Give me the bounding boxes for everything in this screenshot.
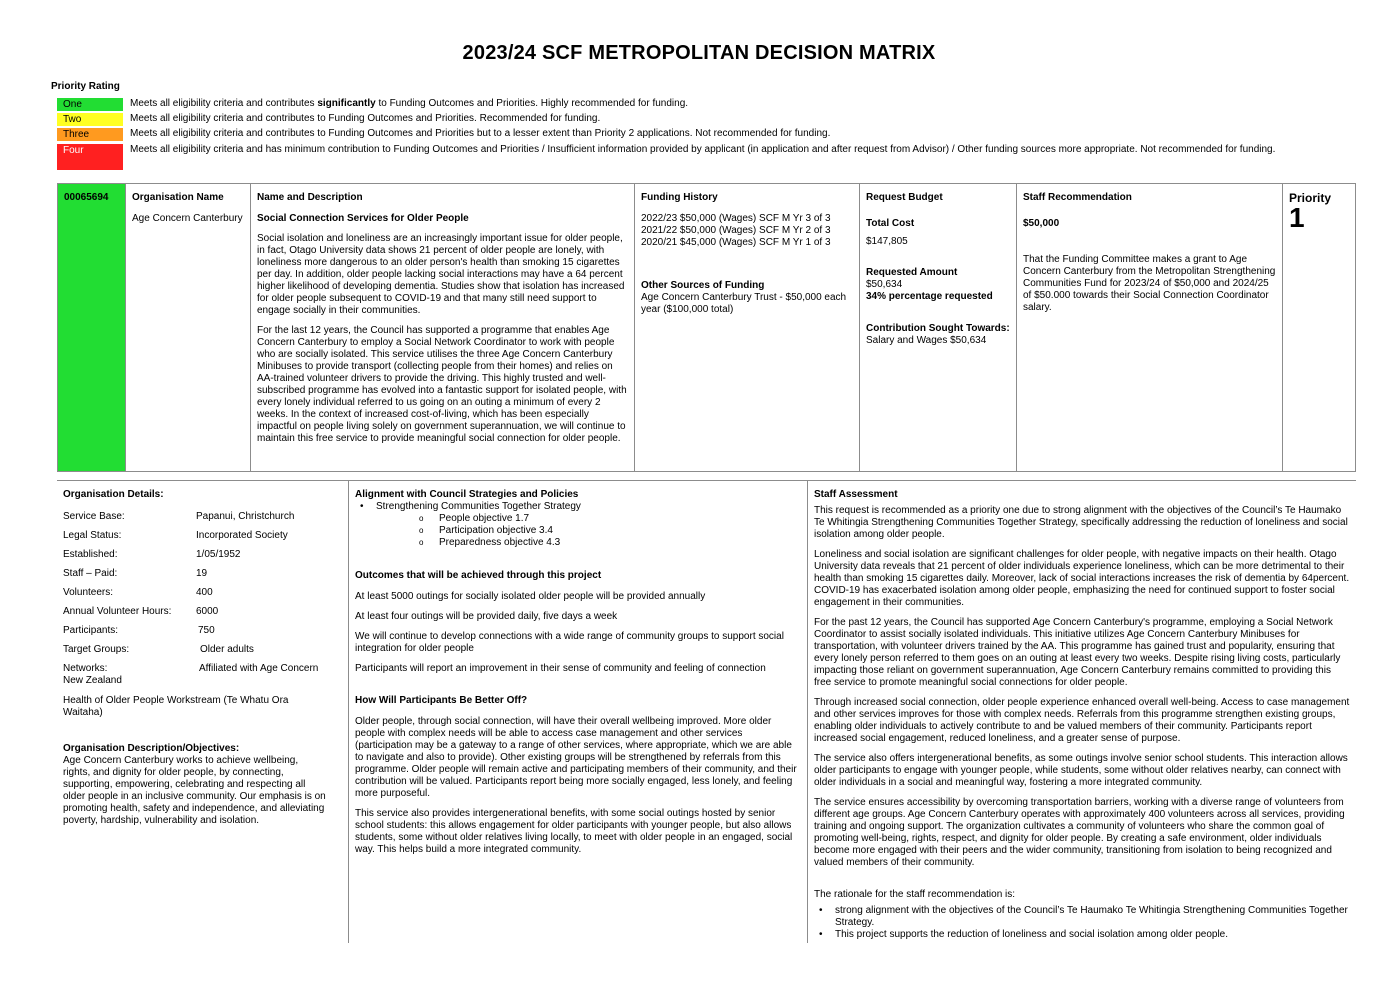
better-off-heading: How Will Participants Be Better Off? bbox=[355, 695, 528, 706]
rationale-item: • This project supports the reduction of loneliness and social isolation among older people. bbox=[835, 929, 1350, 941]
rationale-item: • strong alignment with the objectives of the Council’s Te Haumako Te Whitingia Strengthening Communities Together Strategy. bbox=[835, 905, 1350, 929]
assessment-paragraph: Loneliness and social isolation are significant challenges for older people, with negative impacts on their health. Otago University data reveals that 21 percent of older individuals experience loneliness, which can be more detrimental to their health than smoking 15 cigarettes daily. Moreover, lack of social interactions increases the risk of dementia by 64percent. COVID-19 has exacerbated isolation among older people, emphasizing the need for continued support to foster social engagement in their communities. bbox=[814, 549, 1350, 608]
request-budget-cell bbox=[859, 184, 1016, 471]
assessment-paragraph: The service also offers intergenerational benefits, as some outings involve senior school students. This interaction allows older participants to engage with younger people, while students, some without older relatives nearby, can connect with older individuals in a social and meaningful way, fostering a more integrated community. bbox=[814, 753, 1348, 788]
request-budget-header: Request Budget bbox=[866, 192, 943, 203]
assessment-paragraph: This request is recommended as a priority one due to strong alignment with the objectives of the Council’s Te Haumako Te Whitingia Strengthening Communities Together Strategy, specifically addressing the reduction of loneliness and social isolation among older people. bbox=[814, 505, 1348, 540]
priority-desc-two: Meets all eligibility criteria and contributes to Funding Outcomes and Priorities. Recommended for funding. bbox=[130, 113, 601, 124]
priority-desc-three: Meets all eligibility criteria and contributes to Funding Outcomes and Priorities but to a lesser extent than Priority 2 applications. Not recommended for funding. bbox=[130, 128, 831, 139]
objective-item: o People objective 1.7 bbox=[439, 513, 801, 525]
priority-swatch-one: One bbox=[57, 98, 123, 111]
details-section bbox=[57, 480, 1356, 943]
priority-row-three bbox=[57, 128, 1317, 142]
priority-swatch-two: Two bbox=[57, 113, 123, 126]
other-sources-header: Other Sources of Funding bbox=[641, 280, 765, 291]
staff-recommendation-header: Staff Recommendation bbox=[1023, 192, 1132, 203]
priority-row-four bbox=[57, 144, 1317, 172]
staff-recommendation-cell bbox=[1016, 184, 1282, 471]
detail-row-volunteer-hours: Annual Volunteer Hours: 6000 bbox=[63, 606, 219, 617]
staff-assessment-column bbox=[807, 481, 1356, 943]
alignment-column bbox=[348, 481, 807, 943]
requested-amount-label: Requested Amount bbox=[866, 267, 958, 278]
outcome-item: We will continue to develop connections with a wide range of community groups to support social integration for older people bbox=[355, 631, 784, 654]
strategy-item: • Strengthening Communities Together Strategy bbox=[376, 501, 801, 513]
rationale-intro: The rationale for the staff recommendation is: bbox=[814, 889, 1016, 900]
priority-header: Priority bbox=[1289, 191, 1332, 205]
objective-item: o Preparedness objective 4.3 bbox=[439, 537, 801, 549]
organisation-name: Age Concern Canterbury bbox=[132, 213, 243, 224]
funding-history-cell bbox=[634, 184, 859, 471]
application-id-cell bbox=[58, 184, 125, 471]
detail-row-legal-status: Legal Status: Incorporated Society bbox=[63, 530, 288, 541]
funding-history-header: Funding History bbox=[641, 192, 718, 203]
strategy-list bbox=[355, 501, 801, 513]
organisation-name-header: Organisation Name bbox=[132, 192, 224, 203]
page-title: 2023/24 SCF METROPOLITAN DECISION MATRIX bbox=[462, 42, 936, 64]
assessment-paragraph: For the past 12 years, the Council has supported Age Concern Canterbury's programme, employing a Social Network Coordinator to assist socially isolated individuals. This initiative utilizes Age Concern Canterbury Minibuses for transportation, with volunteer drivers trained by the AA. This programme has gained trust and popularity, ensuring that every lonely person referred to them goes on an outing at least every two weeks. Despite rising living costs, particularly impacting those reliant on government superannuation, Age Concern Canterbury remains committed to providing this free service to promote meaningful social connections for older people. bbox=[814, 617, 1341, 688]
outcome-item: Participants will report an improvement in their sense of community and feeling of connection bbox=[355, 663, 766, 674]
networks-continued: New Zealand bbox=[63, 675, 122, 686]
description-cell bbox=[250, 184, 634, 471]
staff-recommendation-text: That the Funding Committee makes a grant to Age Concern Canterbury from the Metropolitan Strengthening Communities Fund for 2023/24 of $50,000 and 2024/25 of $50.000 towards their Social Connection Coordinator salary. bbox=[1023, 254, 1276, 313]
better-off-paragraph-2: This service also provides intergenerational benefits, with some social outings hosted by senior school students: this allows engagement for older participants with younger people, but also allows students, some without older relatives living locally, to meet with older people in an engaged, social way. This helps build a more integrated community. bbox=[355, 808, 793, 855]
contribution-label: Contribution Sought Towards: bbox=[866, 323, 1010, 334]
detail-row-staff-paid: Staff – Paid: 19 bbox=[63, 568, 208, 579]
better-off-paragraph-1: Older people, through social connection, will have their overall wellbeing improved. More older people with complex needs will be able to access case management and other services (participation may be a gateway to a range of other services, where appropriate, which we are able to navigate and also to provide). Other existing groups will be strengthened by referrals from this programme. Older people will remain active and participating members of their community, and their contribution will be valued. Participants report being more socially engaged, less lonely, and feeling more purposeful. bbox=[355, 716, 797, 799]
total-cost-label: Total Cost bbox=[866, 218, 915, 229]
priority-row-two bbox=[57, 113, 1317, 127]
priority-swatch-four: Four bbox=[57, 144, 123, 170]
detail-row-service-base: Service Base: Papanui, Christchurch bbox=[63, 511, 295, 522]
funding-history-item: 2022/23 $50,000 (Wages) SCF M Yr 3 of 3 bbox=[641, 213, 831, 224]
description-header: Name and Description bbox=[257, 192, 363, 203]
outcomes-heading: Outcomes that will be achieved through this project bbox=[355, 570, 602, 581]
detail-row-target-groups: Target Groups: Older adults bbox=[63, 644, 254, 655]
organisation-description-heading: Organisation Description/Objectives: bbox=[63, 743, 240, 754]
priority-rating-heading: Priority Rating bbox=[51, 81, 120, 92]
staff-assessment-heading: Staff Assessment bbox=[814, 489, 898, 500]
other-sources-value: Age Concern Canterbury Trust - $50,000 each year ($100,000 total) bbox=[641, 292, 847, 315]
priority-desc-one: Meets all eligibility criteria and contributes significantly to Funding Outcomes and Priorities. Highly recommended for funding. bbox=[130, 98, 689, 109]
description-paragraph-1: Social isolation and loneliness are an increasingly important issue for older people, in fact, Otago University data shows 21 percent of older people are lonely, with loneliness more dangerous to an older person's health than smoking 15 cigarettes per day. In addition, older people lacking social interactions may have a 64 percent higher likelihood of developing dementia. Studies show that isolation has increased for older people subsequent to COVID-19 and that many still need support to engage socially in their communities. bbox=[257, 233, 625, 316]
priority-row-one bbox=[57, 98, 1317, 112]
outcome-item: At least four outings will be provided daily, five days a week bbox=[355, 611, 618, 622]
priority-value: 1 bbox=[1289, 202, 1305, 233]
detail-row-participants: Participants: 750 bbox=[63, 625, 215, 636]
priority-desc-four: Meets all eligibility criteria and has minimum contribution to Funding Outcomes and Priorities / Insufficient information provided by applicant (in application and after request from Advisor) / Other funding sources more appropriate. Not recommended for funding. bbox=[130, 144, 1276, 155]
detail-row-volunteers: Volunteers: 400 bbox=[63, 587, 213, 598]
detail-row-networks: Networks: Affiliated with Age Concern bbox=[63, 663, 319, 674]
description-paragraph-2: For the last 12 years, the Council has supported a programme that enables Age Concern Canterbury to employ a Social Network Coordinator to work with people who are socially isolated. This service utilises the three Age Concern Canterbury Minibuses to provide transport (collecting people from their homes) and relies on AA-trained volunteer drivers to provide the driving. This highly trusted and well-subscribed programme has evolved into a fantastic support for isolated people, with every lonely individual referred to us going on an outing a minimum of every 2 weeks. In the context of increased cost-of-living, which has been especially impactful on people living solely on government superannuation, we will continue to maintain this free service to provide meaningful social connection for older people. bbox=[257, 325, 627, 444]
rationale-list bbox=[814, 905, 1350, 941]
application-id: 00065694 bbox=[64, 192, 109, 203]
staff-recommendation-amount: $50,000 bbox=[1023, 218, 1060, 229]
project-name: Social Connection Services for Older People bbox=[257, 213, 469, 224]
organisation-details-column bbox=[57, 481, 348, 943]
funding-history-item: 2020/21 $45,000 (Wages) SCF M Yr 1 of 3 bbox=[641, 237, 831, 248]
assessment-paragraph: The service ensures accessibility by overcoming transportation barriers, working with a diverse range of volunteers from different age groups. Age Concern Canterbury operates with approximately 400 volunteers across all services, providing training and ongoing support. The organization cultivates a community of volunteers who share the common goal of promoting well-being, rights, respect, and dignity for older people. By creating a safe environment, older individuals become more engaged with their peers and the wider community, transitioning from isolation to being recognized and valued members of their community. bbox=[814, 797, 1345, 868]
objective-item: o Participation objective 3.4 bbox=[439, 525, 801, 537]
total-cost-value: $147,805 bbox=[866, 236, 908, 247]
assessment-paragraph: Through increased social connection, older people experience enhanced overall well-being. Access to case management and other services improves for those with complex needs. Referrals from this programme strengthen existing groups, enabling older individuals to actively contribute to and be valued members of their community. Participants report increased social engagement, reduced loneliness, and a greater sense of purpose. bbox=[814, 697, 1350, 744]
detail-row-established: Established: 1/05/1952 bbox=[63, 549, 241, 560]
priority-swatch-three: Three bbox=[57, 128, 123, 141]
outcome-item: At least 5000 outings for socially isolated older people will be provided annually bbox=[355, 591, 706, 602]
requested-amount-value: $50,634 bbox=[866, 279, 903, 290]
objectives-list bbox=[355, 513, 801, 549]
funding-history-item: 2021/22 $50,000 (Wages) SCF M Yr 2 of 3 bbox=[641, 225, 831, 236]
organisation-cell bbox=[125, 184, 250, 471]
contribution-value: Salary and Wages $50,634 bbox=[866, 335, 987, 346]
organisation-description-text: Age Concern Canterbury works to achieve wellbeing, rights, and dignity for older people, by connecting, supporting, empowering, celebrating and respecting all older people in an inclusive community. Our emphasis is on promoting health, safety and independence, and alleviating poverty, hardship, vulnerability and isolation. bbox=[63, 755, 326, 826]
application-table bbox=[57, 183, 1356, 472]
organisation-details-heading: Organisation Details: bbox=[63, 489, 164, 500]
alignment-heading: Alignment with Council Strategies and Policies bbox=[355, 489, 579, 500]
priority-cell bbox=[1282, 184, 1355, 471]
requested-percentage: 34% percentage requested bbox=[866, 291, 993, 302]
health-workstream: Health of Older People Workstream (Te Whatu Ora Waitaha) bbox=[63, 695, 289, 718]
